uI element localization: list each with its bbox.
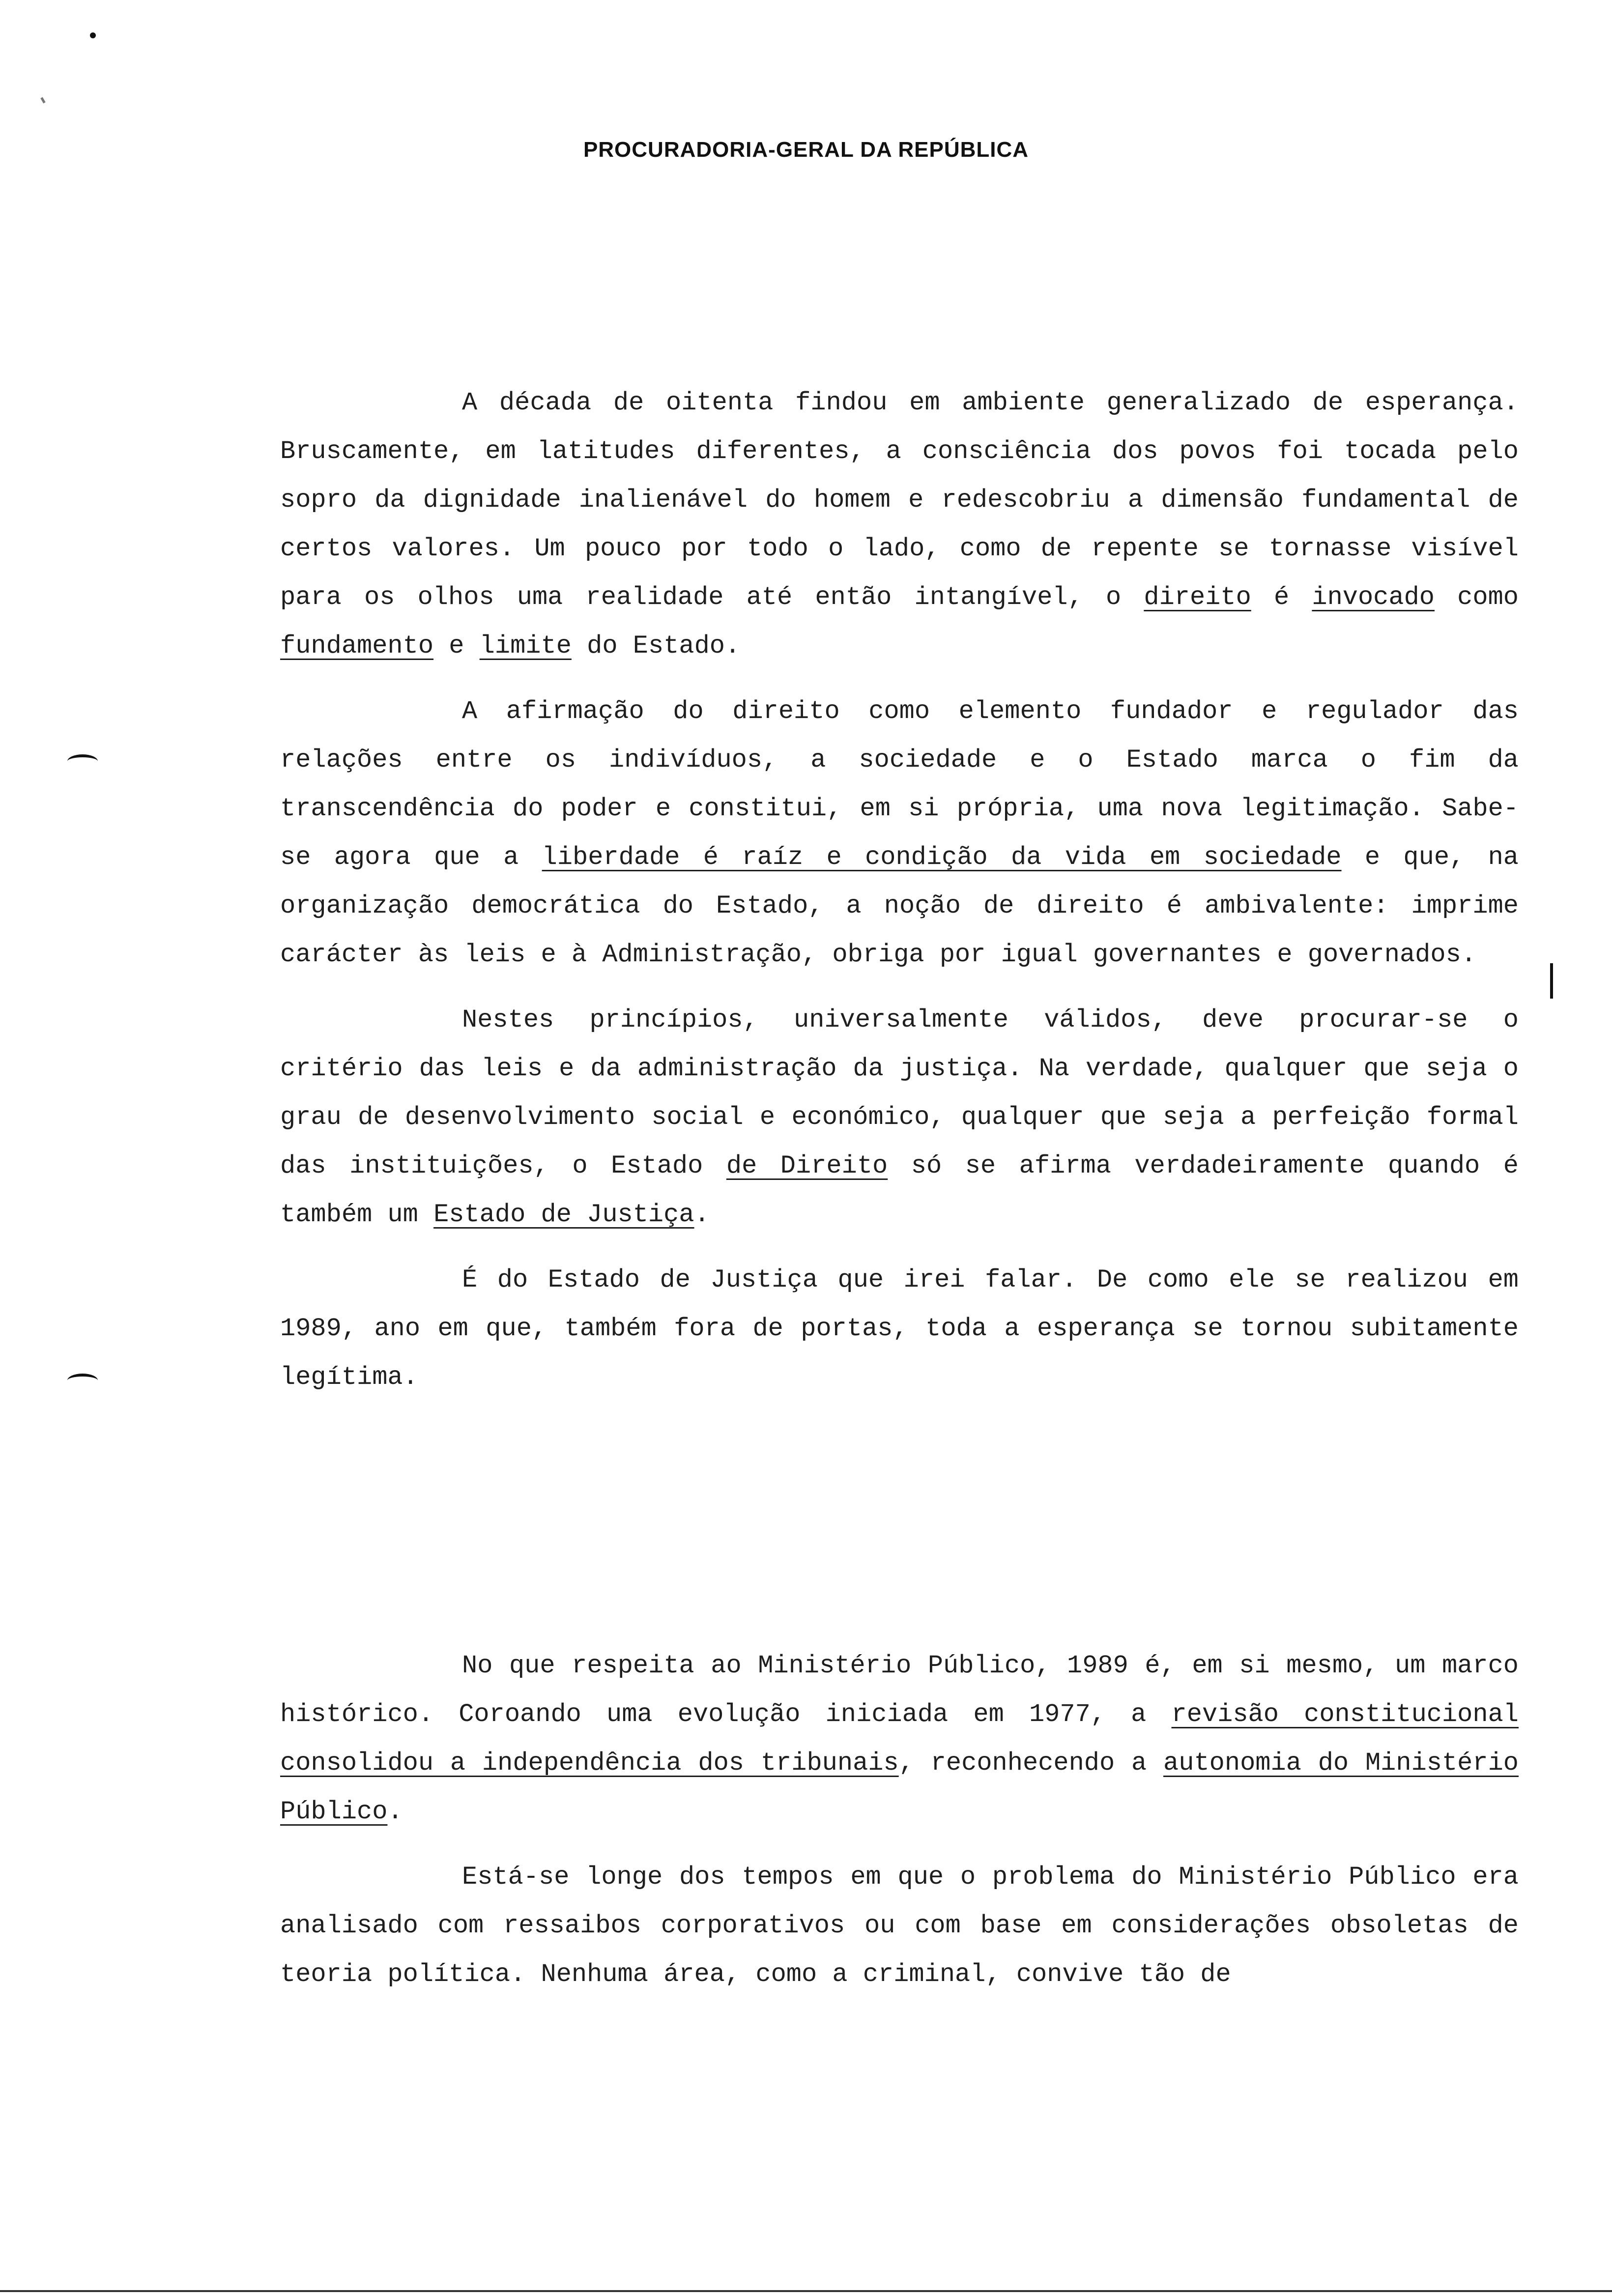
punch-hole-mark-lower — [67, 1374, 98, 1387]
punch-hole-mark-upper — [67, 754, 98, 768]
text-run: A afirmação do direito como elemento fundador e regulador das relações entre os indivíduos, a sociedade e o Estado marca o fim da transcendência do poder e constitui, em si própria, uma nova legitimação. Sabe-se agora que a — [280, 697, 1519, 872]
paragraph — [280, 1256, 1519, 1402]
paragraph — [280, 1853, 1519, 1999]
text-run: como — [1435, 583, 1519, 612]
paragraph — [280, 687, 1519, 979]
underlined-text: invocado — [1312, 583, 1435, 612]
underlined-text: limite — [479, 631, 572, 660]
body-section-1 — [280, 378, 1519, 1402]
text-run: . — [694, 1200, 710, 1229]
underlined-text: fundamento — [280, 631, 434, 660]
paragraph — [280, 996, 1519, 1239]
text-run: do Estado. — [571, 631, 741, 660]
scan-edge-line — [0, 2290, 1612, 2292]
text-run: e — [433, 631, 480, 660]
margin-correction-bar — [1550, 963, 1553, 999]
text-run: . — [387, 1797, 403, 1826]
underlined-text: autonomia do Ministério Público — [280, 1749, 1519, 1826]
body-section-2 — [280, 1641, 1519, 1999]
paragraph — [280, 1641, 1519, 1836]
paragraph — [280, 378, 1519, 670]
underlined-text: de Direito — [726, 1151, 888, 1180]
text-run: No que respeita ao Ministério Público, 1989 é, em si mesmo, um marco histórico. Coroando uma evolução iniciada em 1977, a — [280, 1651, 1519, 1729]
text-run: Nestes princípios, universalmente válidos, deve procurar-se o critério das leis e da administração da justiça. Na verdade, qualquer que seja o grau de desenvolvimento social e económico, qualquer que seja a perfeição formal das instituições, o Estado — [280, 1005, 1519, 1180]
text-run: é — [1251, 583, 1312, 612]
letterhead-title: PROCURADORIA-GERAL DA REPÚBLICA — [583, 138, 1029, 162]
ink-dot — [90, 32, 96, 38]
text-run: e que, na organização democrática do Estado, a noção de direito é ambivalente: imprime carácter às leis e à Administração, obriga por igual governantes e governados. — [280, 843, 1519, 969]
text-run: só se afirma verdadeiramente quando é também um — [280, 1151, 1519, 1229]
underlined-text: revisão constitucional consolidou a independência dos tribunais — [280, 1700, 1519, 1778]
text-run: A década de oitenta findou em ambiente generalizado de esperança. Bruscamente, em latitudes diferentes, a consciência dos povos foi tocada pelo sopro da dignidade inalienável do homem e redescobriu a dimensão fundamental de certos valores. Um pouco por todo o lado, como de repente se tornasse visível para os olhos uma realidade até então intangível, o — [280, 388, 1519, 612]
underlined-text: liberdade é raíz e condição da vida em sociedade — [542, 843, 1342, 872]
text-run: É do Estado de Justiça que irei falar. De como ele se realizou em 1989, ano em que, também fora de portas, toda a esperança se tornou subitamente legítima. — [280, 1265, 1519, 1392]
ink-speck — [40, 97, 45, 104]
text-run: , reconhecendo a — [898, 1749, 1164, 1778]
text-run: Está-se longe dos tempos em que o problema do Ministério Público era analisado com ressaibos corporativos ou com base em considerações obsoletas de teoria política. Nenhuma área, como a criminal, convive tão de — [280, 1863, 1519, 1989]
underlined-text: direito — [1144, 583, 1251, 612]
underlined-text: Estado de Justiça — [433, 1200, 694, 1229]
